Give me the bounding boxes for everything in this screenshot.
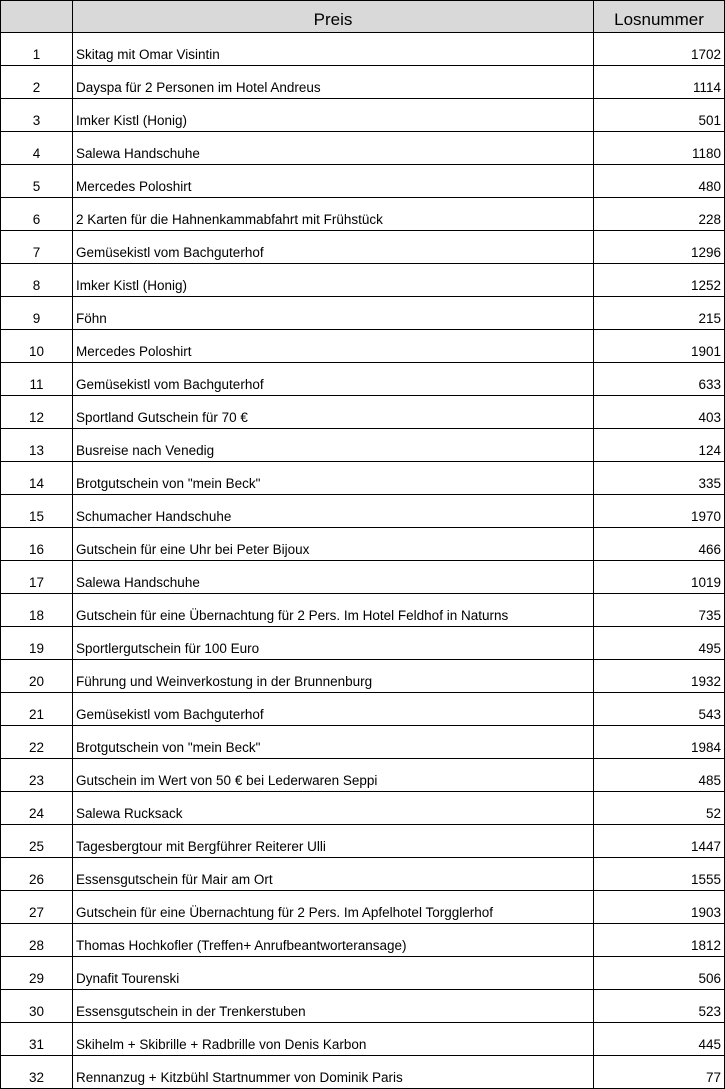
row-prize: Imker Kistl (Honig) [73, 264, 594, 297]
row-prize: Rennanzug + Kitzbühl Startnummer von Dominik Paris [73, 1056, 594, 1089]
row-number: 17 [1, 561, 73, 594]
row-number: 7 [1, 231, 73, 264]
row-number: 29 [1, 957, 73, 990]
row-prize: 2 Karten für die Hahnenkammabfahrt mit Frühstück [73, 198, 594, 231]
row-lot-number: 523 [594, 990, 725, 1023]
row-number: 13 [1, 429, 73, 462]
row-prize: Tagesbergtour mit Bergführer Reiterer Ulli [73, 825, 594, 858]
row-prize: Gutschein für eine Übernachtung für 2 Pers. Im Hotel Feldhof in Naturns [73, 594, 594, 627]
row-lot-number: 1447 [594, 825, 725, 858]
row-prize: Imker Kistl (Honig) [73, 99, 594, 132]
table-row [1, 693, 725, 726]
row-number: 5 [1, 165, 73, 198]
row-prize: Mercedes Poloshirt [73, 330, 594, 363]
row-lot-number: 1970 [594, 495, 725, 528]
table-row [1, 924, 725, 957]
row-prize: Gutschein im Wert von 50 € bei Lederwaren Seppi [73, 759, 594, 792]
table-row [1, 396, 725, 429]
row-number: 27 [1, 891, 73, 924]
row-prize: Gemüsekistl vom Bachguterhof [73, 693, 594, 726]
row-lot-number: 1932 [594, 660, 725, 693]
row-lot-number: 1019 [594, 561, 725, 594]
row-lot-number: 466 [594, 528, 725, 561]
row-number: 14 [1, 462, 73, 495]
row-lot-number: 1984 [594, 726, 725, 759]
row-number: 23 [1, 759, 73, 792]
row-lot-number: 335 [594, 462, 725, 495]
table-row [1, 99, 725, 132]
table-row [1, 462, 725, 495]
header-number [1, 1, 73, 33]
row-prize: Gutschein für eine Uhr bei Peter Bijoux [73, 528, 594, 561]
row-prize: Essensgutschein in der Trenkerstuben [73, 990, 594, 1023]
row-lot-number: 506 [594, 957, 725, 990]
row-lot-number: 403 [594, 396, 725, 429]
row-number: 9 [1, 297, 73, 330]
row-lot-number: 1903 [594, 891, 725, 924]
row-prize: Mercedes Poloshirt [73, 165, 594, 198]
row-lot-number: 633 [594, 363, 725, 396]
table-row [1, 264, 725, 297]
table-row [1, 561, 725, 594]
table-row [1, 429, 725, 462]
row-number: 6 [1, 198, 73, 231]
table-row [1, 660, 725, 693]
header-row [1, 1, 725, 33]
row-number: 32 [1, 1056, 73, 1089]
row-prize: Salewa Handschuhe [73, 561, 594, 594]
row-number: 8 [1, 264, 73, 297]
table-row [1, 759, 725, 792]
row-number: 26 [1, 858, 73, 891]
row-lot-number: 1702 [594, 33, 725, 66]
row-number: 20 [1, 660, 73, 693]
row-number: 1 [1, 33, 73, 66]
row-lot-number: 485 [594, 759, 725, 792]
table-row [1, 231, 725, 264]
row-lot-number: 495 [594, 627, 725, 660]
row-lot-number: 1296 [594, 231, 725, 264]
row-lot-number: 1901 [594, 330, 725, 363]
row-number: 16 [1, 528, 73, 561]
row-prize: Schumacher Handschuhe [73, 495, 594, 528]
row-lot-number: 501 [594, 99, 725, 132]
row-prize: Sportlergutschein für 100 Euro [73, 627, 594, 660]
row-number: 31 [1, 1023, 73, 1056]
row-number: 2 [1, 66, 73, 99]
header-lot-number: Losnummer [594, 1, 725, 33]
table-row [1, 726, 725, 759]
row-prize: Führung und Weinverkostung in der Brunnenburg [73, 660, 594, 693]
row-prize: Brotgutschein von "mein Beck" [73, 462, 594, 495]
row-prize: Föhn [73, 297, 594, 330]
row-number: 4 [1, 132, 73, 165]
row-number: 28 [1, 924, 73, 957]
row-number: 30 [1, 990, 73, 1023]
row-prize: Skitag mit Omar Visintin [73, 33, 594, 66]
row-prize: Gemüsekistl vom Bachguterhof [73, 363, 594, 396]
table-header [1, 1, 725, 33]
table-row [1, 198, 725, 231]
row-number: 10 [1, 330, 73, 363]
row-lot-number: 215 [594, 297, 725, 330]
table-row [1, 528, 725, 561]
row-prize: Thomas Hochkofler (Treffen+ Anrufbeantworteransage) [73, 924, 594, 957]
table-row [1, 825, 725, 858]
row-prize: Dayspa für 2 Personen im Hotel Andreus [73, 66, 594, 99]
row-lot-number: 1812 [594, 924, 725, 957]
table-row [1, 495, 725, 528]
row-number: 15 [1, 495, 73, 528]
table-row [1, 363, 725, 396]
row-prize: Brotgutschein von "mein Beck" [73, 726, 594, 759]
row-number: 25 [1, 825, 73, 858]
table-row [1, 792, 725, 825]
table-row [1, 165, 725, 198]
row-lot-number: 77 [594, 1056, 725, 1089]
row-number: 24 [1, 792, 73, 825]
row-lot-number: 480 [594, 165, 725, 198]
row-number: 21 [1, 693, 73, 726]
row-prize: Sportland Gutschein für 70 € [73, 396, 594, 429]
row-prize: Dynafit Tourenski [73, 957, 594, 990]
table-row [1, 1056, 725, 1089]
row-lot-number: 1180 [594, 132, 725, 165]
row-lot-number: 735 [594, 594, 725, 627]
table-row [1, 990, 725, 1023]
header-prize: Preis [73, 1, 594, 33]
row-prize: Gutschein für eine Übernachtung für 2 Pers. Im Apfelhotel Torgglerhof [73, 891, 594, 924]
row-number: 19 [1, 627, 73, 660]
row-prize: Skihelm + Skibrille + Radbrille von Denis Karbon [73, 1023, 594, 1056]
row-lot-number: 543 [594, 693, 725, 726]
table-row [1, 330, 725, 363]
table-row [1, 957, 725, 990]
row-lot-number: 445 [594, 1023, 725, 1056]
table-row [1, 891, 725, 924]
table-row [1, 66, 725, 99]
row-prize: Essensgutschein für Mair am Ort [73, 858, 594, 891]
row-prize: Gemüsekistl vom Bachguterhof [73, 231, 594, 264]
row-number: 11 [1, 363, 73, 396]
row-lot-number: 1114 [594, 66, 725, 99]
row-lot-number: 228 [594, 198, 725, 231]
table-body [1, 33, 725, 1089]
row-prize: Busreise nach Venedig [73, 429, 594, 462]
table-row [1, 627, 725, 660]
row-number: 12 [1, 396, 73, 429]
row-lot-number: 1252 [594, 264, 725, 297]
row-lot-number: 52 [594, 792, 725, 825]
row-prize: Salewa Rucksack [73, 792, 594, 825]
row-number: 22 [1, 726, 73, 759]
table-row [1, 594, 725, 627]
row-lot-number: 1555 [594, 858, 725, 891]
table-row [1, 132, 725, 165]
table-row [1, 297, 725, 330]
row-lot-number: 124 [594, 429, 725, 462]
row-prize: Salewa Handschuhe [73, 132, 594, 165]
table-row [1, 33, 725, 66]
table-row [1, 858, 725, 891]
row-number: 18 [1, 594, 73, 627]
table-row [1, 1023, 725, 1056]
row-number: 3 [1, 99, 73, 132]
